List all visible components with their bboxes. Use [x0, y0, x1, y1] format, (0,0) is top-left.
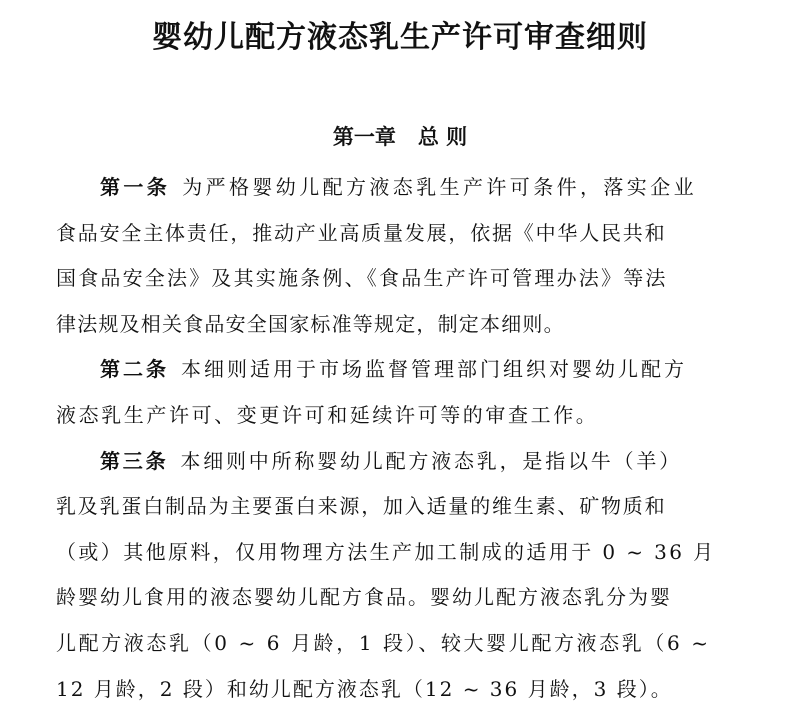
article-2-text: 本细则适用于市场监督管理部门组织对婴幼儿配方: [181, 357, 687, 382]
chapter-heading: [0, 120, 800, 154]
article-2-label: 第二条: [100, 357, 169, 382]
article-1-label: 第一条: [100, 175, 171, 199]
article-1-line-1: [56, 165, 756, 211]
chapter-name: 总 则: [417, 125, 468, 149]
article-3-label: 第三条: [100, 448, 169, 473]
article-1-line-3: 国食品安全法》及其实施条例、《食品生产许可管理办法》等法: [56, 266, 668, 291]
article-3-line-3: （或）其他原料，仅用物理方法生产加工制成的适用于 0 ~ 36 月: [56, 539, 716, 564]
article-1-text: 为严格婴幼儿配方液态乳生产许可条件，落实企业: [182, 175, 698, 199]
article-2-line-2: 液态乳生产许可、变更许可和延续许可等的审查工作。: [56, 402, 599, 427]
document-body: [56, 165, 756, 712]
article-3-line-5: 儿配方液态乳（0 ~ 6 月龄，1 段）、较大婴儿配方液态乳（6 ~: [56, 630, 711, 655]
article-1-line-2: 食品安全主体责任，推动产业高质量发展，依据《中华人民共和: [56, 220, 667, 245]
chapter-number: 第一章: [332, 125, 396, 149]
article-1-line-4: 律法规及相关食品安全国家标准等规定，制定本细则。: [56, 311, 565, 336]
article-3-line-6: 12 月龄，2 段）和幼儿配方液态乳（12 ~ 36 月龄，3 段）。: [56, 676, 673, 701]
article-3-line-1: [56, 439, 756, 485]
article-3-line-4: 龄婴幼儿食用的液态婴幼儿配方食品。婴幼儿配方液态乳分为婴: [56, 585, 672, 610]
article-2-line-1: [56, 347, 756, 393]
article-3-text: 本细则中所称婴幼儿配方液态乳，是指以牛（羊）: [180, 448, 683, 473]
document-title: 婴幼儿配方液态乳生产许可审查细则: [152, 20, 648, 55]
article-3-line-2: 乳及乳蛋白制品为主要蛋白来源，加入适量的维生素、矿物质和: [56, 494, 667, 519]
